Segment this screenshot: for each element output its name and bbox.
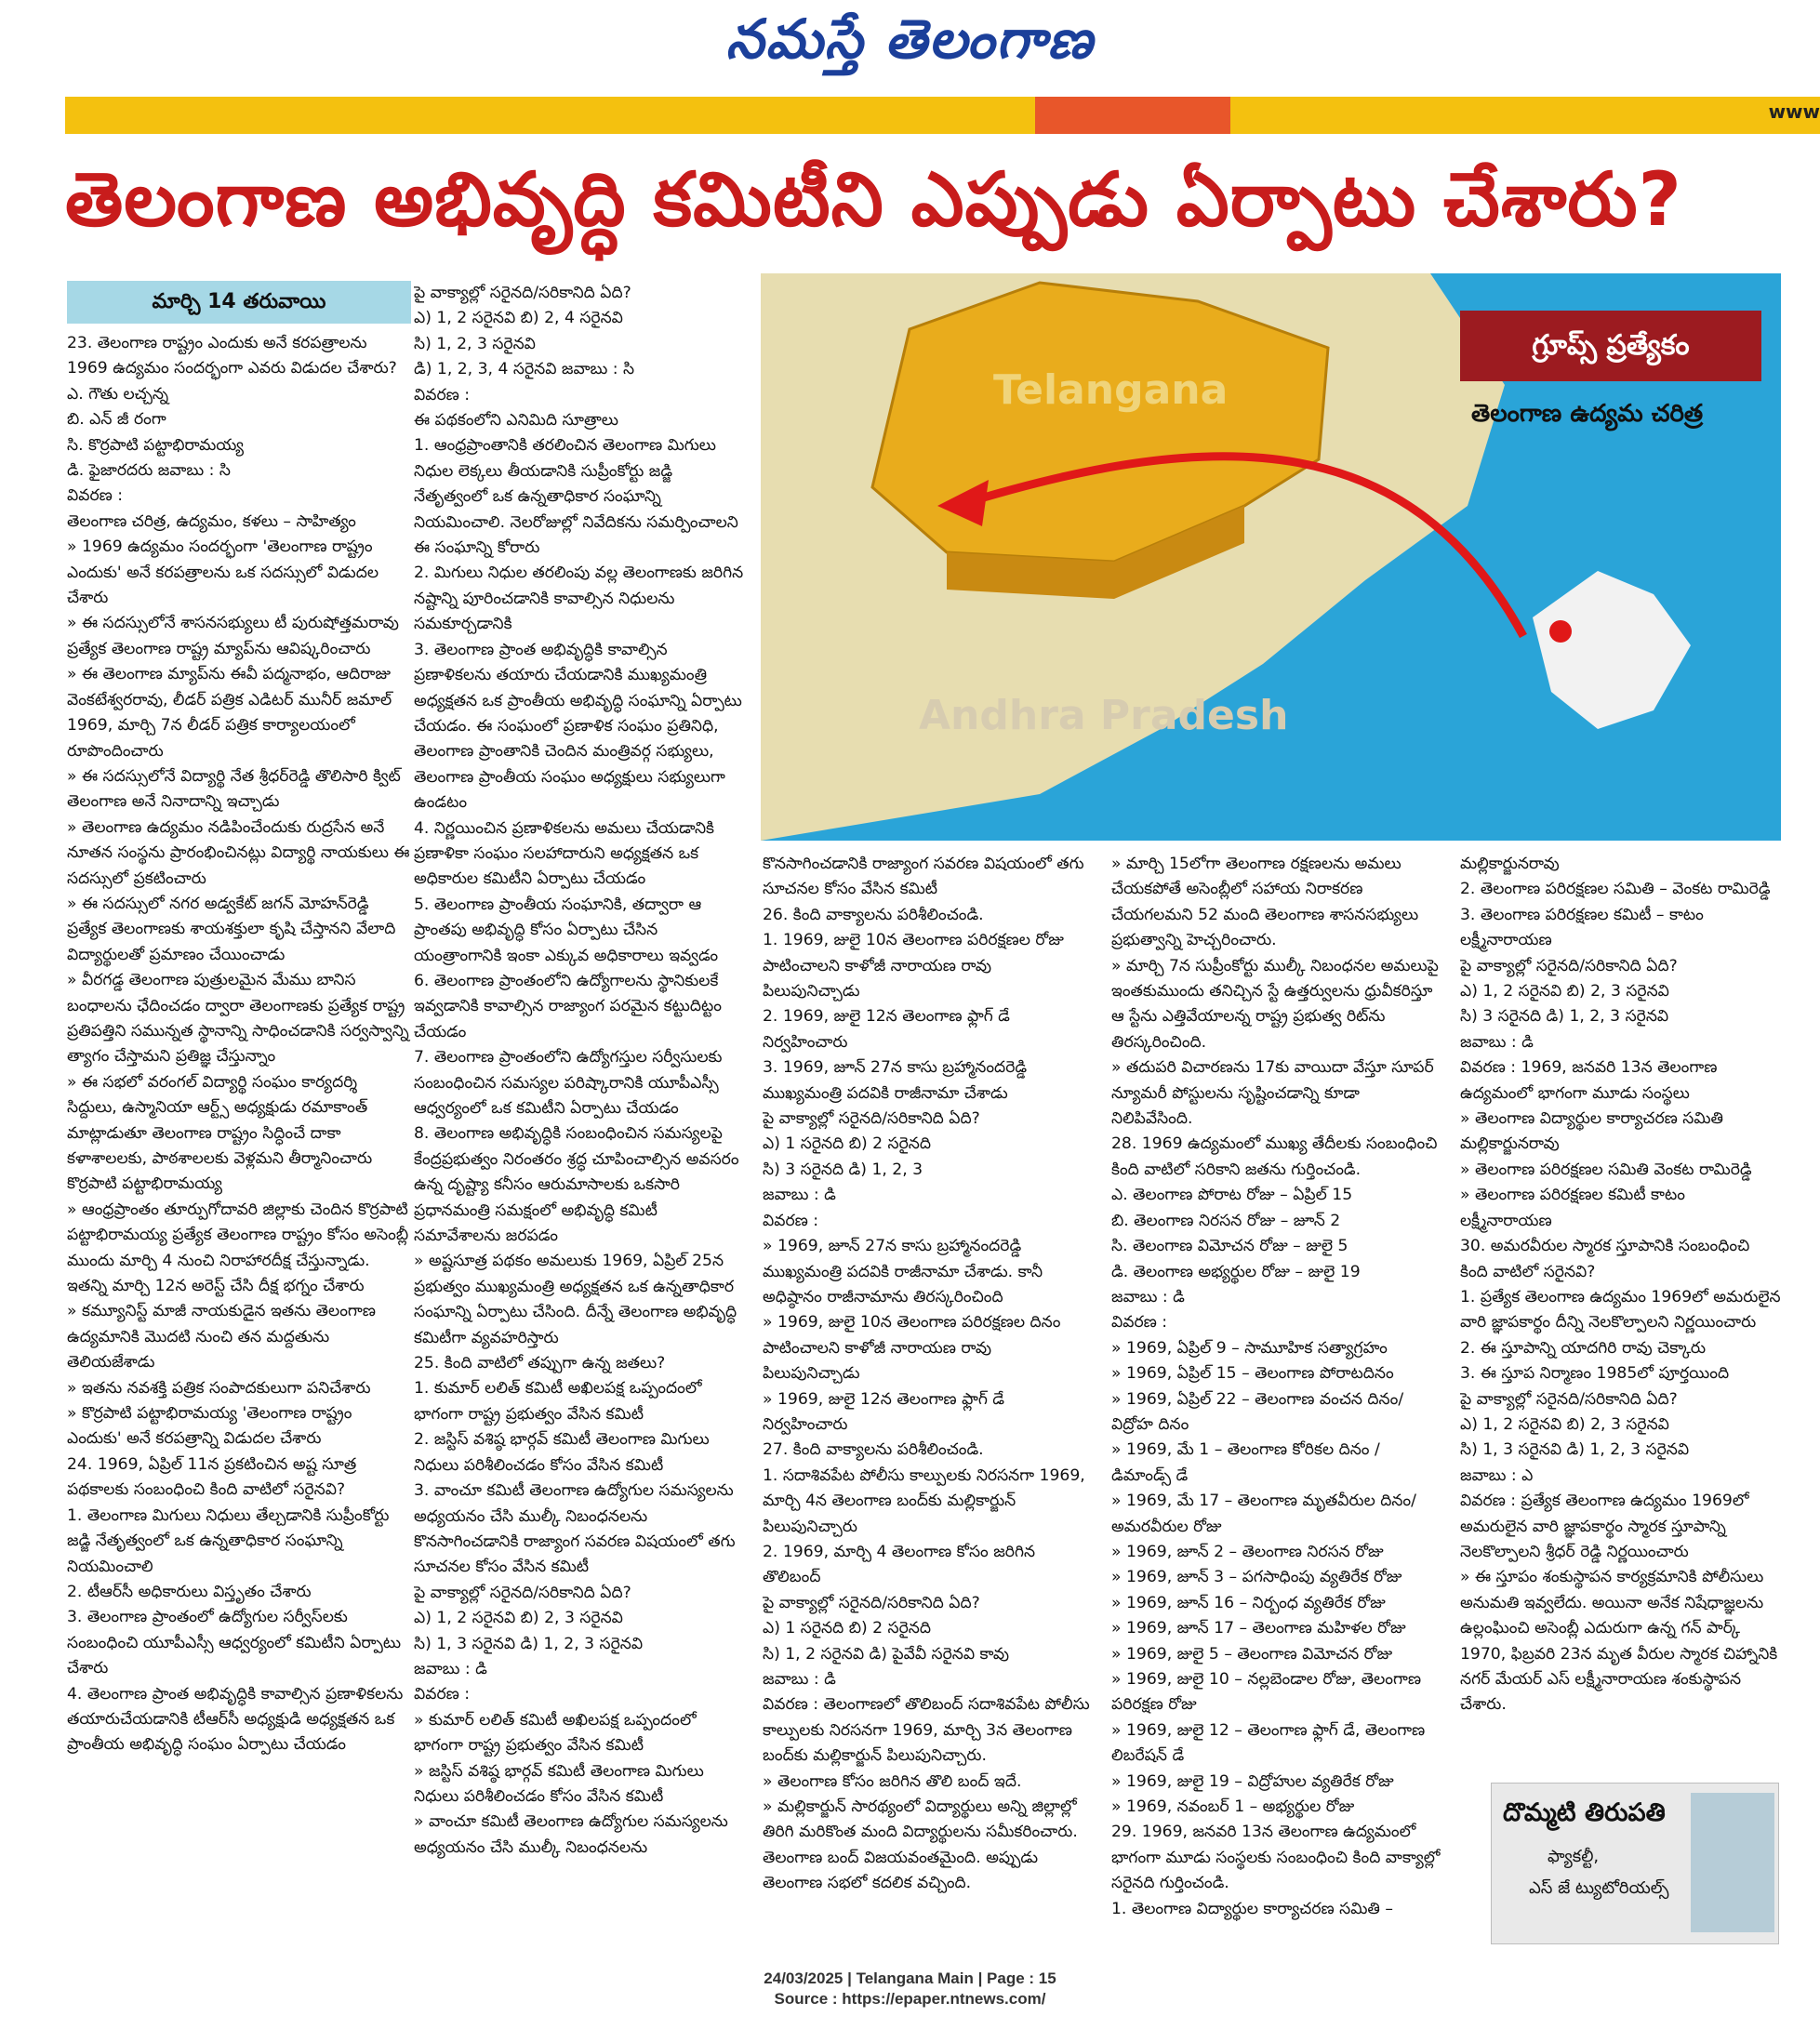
paragraph: ఎ) 1, 2 సరైనవి బి) 2, 3 సరైనవి bbox=[1460, 1414, 1669, 1434]
paragraph: » 1969, జులై 10 – నల్లబెండాల రోజు, తెలంగాణ పరిరక్షణ రోజు bbox=[1111, 1670, 1422, 1715]
paragraph: 30. అమరవీరుల స్మారక స్తూపానికి సంబంధించి కింది వాటిలో సరైనవి? bbox=[1460, 1237, 1750, 1281]
paragraph: 5. తెలంగాణ ప్రాంతీయ సంఘానికి, తద్వారా ఆ ప్రాంతపు అభివృద్ధి కోసం ఏర్పాటు చేసిన యంత్రాంగానికి ఇంకా ఎక్కువ అధికారాలు ఇవ్వడం bbox=[414, 895, 719, 965]
paragraph: వివరణ : bbox=[1111, 1313, 1168, 1333]
section-tag: మార్చి 14 తరువాయి bbox=[67, 281, 411, 324]
paragraph: 1. తెలంగాణ మిగులు నిధులు తేల్చడానికి సుప్రీంకోర్టు జడ్జి నేతృత్వంలో ఒక ఉన్నతాధికార సంఘాన్ని నియమించాలి bbox=[67, 1505, 390, 1576]
paragraph: పై వాక్యాల్లో సరైనది/సరికానిది ఏది? bbox=[1460, 1389, 1678, 1409]
paragraph: 1. కుమార్ లలిత్ కమిటీ అఖిలపక్ష ఒప్పందంలో భాగంగా రాష్ట్ర ప్రభుత్వం వేసిన కమిటీ bbox=[414, 1379, 702, 1424]
paragraph: 2. తెలంగాణ పరిరక్షణల సమితి – వెంకట రామిరెడ్డి bbox=[1460, 880, 1771, 899]
paragraph: తెలంగాణ చరిత్ర, ఉద్యమం, కళలు – సాహిత్యం bbox=[67, 511, 356, 531]
paragraph: » 1969 ఉద్యమం సందర్భంగా 'తెలంగాణ రాష్ట్రం ఎందుకు' అనే కరపత్రాలను ఒక సదస్సులో విడుదల చేశారు bbox=[67, 537, 379, 608]
paragraph: జవాబు : డి bbox=[763, 1670, 836, 1689]
paragraph: వివరణ : ప్రత్యేక తెలంగాణ ఉద్యమం 1969లో అమరులైన వారి జ్ఞాపకార్థం స్మారక స్తూపాన్ని నెలకొల్పాలని శ్రీధర్ రెడ్డి నిర్ణయించారు bbox=[1460, 1492, 1749, 1561]
paragraph: ఎ. గౌతు లచ్చన్న bbox=[67, 384, 169, 404]
paragraph: 3. ఈ స్తూప నిర్మాణం 1985లో పూర్తయింది bbox=[1460, 1364, 1730, 1384]
paragraph: సి. తెలంగాణ విమోచన రోజు – జులై 5 bbox=[1111, 1237, 1348, 1256]
paragraph: సి. కొర్రపాటి పట్టాభిరామయ్య bbox=[67, 435, 245, 455]
paragraph: 3. తెలంగాణ ప్రాంత అభివృద్ధికి కావాల్సిన ప్రణాళికలను తయారు చేయడానికి ముఖ్యమంత్రి అధ్యక్షతన ఒక ప్రాంతీయ అభివృద్ధి సంఘాన్ని ఏర్పాటు చేయడం. ఈ సంఘంలో ప్రణాళిక సంఘం ప్రతినిధి, తెలంగాణ ప్రాంతానికి చెందిన మంత్రివర్గ సభ్యులు, తెలంగాణ ప్రాంతీయ సంఘం అధ్యక్షులు సభ్యులుగా ఉండటం bbox=[414, 640, 742, 813]
paragraph: » 1969, జులై 12న తెలంగాణ ఫ్లాగ్ డే నిర్వహించారు bbox=[763, 1389, 1005, 1434]
paragraph: » 1969, జూన్ 2 – తెలంగాణ నిరసన రోజు bbox=[1111, 1542, 1384, 1561]
footer-source-link[interactable]: Source : https://epaper.ntnews.com/ bbox=[774, 1990, 1046, 2008]
paragraph: » 1969, జులై 19 – విద్రోహుల వ్యతిరేక రోజు bbox=[1111, 1771, 1394, 1791]
paragraph: బి. తెలంగాణ నిరసన రోజు – జూన్ 2 bbox=[1111, 1211, 1341, 1230]
paragraph: » 1969, ఏప్రిల్ 15 – తెలంగాణ పోరాటదినం bbox=[1111, 1364, 1394, 1384]
paragraph: పై వాక్యాల్లో సరైనది/సరికానిది ఏది? bbox=[1460, 956, 1678, 975]
paragraph: 6. తెలంగాణ ప్రాంతంలోని ఉద్యోగాలను స్థానికులకే ఇవ్వడానికి కావాల్సిన రాజ్యాంగ పరమైన కట్టుదిట్టం చేయడం bbox=[414, 971, 722, 1041]
paragraph: కొర్రపాటి పట్టాభిరామయ్య bbox=[67, 1174, 223, 1194]
paragraph: » తెలంగాణ విద్యార్థుల కార్యాచరణ సమితి మల్లికార్జునరావు bbox=[1460, 1109, 1723, 1154]
paragraph: 26. కింది వాక్యాలను పరిశీలించండి. bbox=[763, 905, 984, 924]
paragraph: 2. 1969, మార్చి 4 తెలంగాణ కోసం జరిగిన తొలిబంద్ bbox=[763, 1542, 1036, 1587]
paragraph: » కమ్యూనిస్ట్ మాజీ నాయకుడైన ఇతను తెలంగాణ ఉద్యమానికి మొదటి నుంచి తన మద్దతును తెలియజేశాడు bbox=[67, 1302, 376, 1373]
paragraph: జవాబు : డి bbox=[763, 1186, 836, 1205]
paragraph: 2. జస్టిస్ వశిష్ఠ భార్గవ్ కమిటీ తెలంగాణ మిగులు నిధులు పరిశీలించడం కోసం వేసిన కమిటీ bbox=[414, 1430, 710, 1475]
text-column-4 bbox=[1111, 852, 1441, 1949]
paragraph: సి) 1, 3 సరైనవి డి) 1, 2, 3 సరైనవి bbox=[414, 1634, 644, 1653]
paragraph: » 1969, జూన్ 27న కాసు బ్రహ్మానందరెడ్డి ముఖ్యమంత్రి పదవికి రాజీనామా చేశాడు. కానీ అధిష్ఠానం రాజీనామాను తిరస్కరించింది bbox=[763, 1237, 1043, 1306]
paragraph: పై వాక్యాల్లో సరైనది/సరికానిది ఏది? bbox=[763, 1109, 980, 1129]
top-color-bar bbox=[65, 97, 1820, 134]
paragraph: 8. తెలంగాణ అభివృద్ధికి సంబంధించిన సమస్యలపై కేంద్రప్రభుత్వం నిరంతరం శ్రద్ధ చూపించాల్సిన అవసరం ఉన్న దృష్ట్యా కనీసం ఆరుమాసాలకు ఒకసారి ప్రధానమంత్రి సమక్షంలో అభివృద్ధి కమిటీ సమావేశాలను జరపడం bbox=[414, 1124, 739, 1246]
paragraph: » తెలంగాణ పరిరక్షణల కమిటీ కాటం లక్ష్మీనారాయణ bbox=[1460, 1186, 1685, 1230]
paragraph: 1. 1969, జులై 10న తెలంగాణ పరిరక్షణల రోజు పాటించాలని కాళోజీ నారాయణ రావు పిలుపునిచ్చాడు bbox=[763, 931, 1064, 1001]
author-photo bbox=[1691, 1793, 1774, 1932]
paragraph: వివరణ : bbox=[414, 1685, 471, 1704]
paragraph: 3. 1969, జూన్ 27న కాసు బ్రహ్మానందరెడ్డి ముఖ్యమంత్రి పదవికి రాజీనామా చేశాడు bbox=[763, 1058, 1028, 1103]
paragraph: వివరణ : తెలంగాణలో తొలిబంద్ సదాశివపేట పోలీసు కాల్పులకు నిరసనగా 1969, మార్చి 3న తెలంగాణ బంద్‌కు మల్లికార్జున్ పిలుపునిచ్చారు. bbox=[763, 1695, 1090, 1766]
paragraph: » తెలంగాణ పరిరక్షణల సమితి వెంకట రామిరెడ్డి bbox=[1460, 1160, 1752, 1179]
paragraph: వివరణ : bbox=[414, 385, 471, 404]
paragraph: ఎ) 1 సరైనది బి) 2 సరైనది bbox=[763, 1619, 931, 1638]
paragraph: ఎ) 1 సరైనది బి) 2 సరైనది bbox=[763, 1134, 931, 1154]
paragraph: వివరణ : 1969, జనవరి 13న తెలంగాణ ఉద్యమంలో భాగంగా మూడు సంస్థలు bbox=[1460, 1058, 1718, 1103]
paragraph: 4. తెలంగాణ ప్రాంత అభివృద్ధికి కావాల్సిన ప్రణాళికలను తయారుచేయడానికి టీఆర్‌సీ అధ్యక్షుడి అధ్యక్షతన ఒక ప్రాంతీయ అభివృద్ధి సంఘం ఏర్పాటు చేయడం bbox=[67, 1684, 404, 1755]
author-name: దొమ్మటి తిరుపతి bbox=[1503, 1798, 1666, 1827]
paragraph: 2. 1969, జులై 12న తెలంగాణ ఫ్లాగ్ డే నిర్వహించారు bbox=[763, 1007, 1010, 1052]
paragraph: » ఈ సదస్సులోనే శాసనసభ్యులు టీ పురుషోత్తమరావు ప్రత్యేక తెలంగాణ రాష్ట్ర మ్యాప్‌ను ఆవిష్కరించారు bbox=[67, 614, 399, 658]
groups-special-banner: గ్రూప్స్ ప్రత్యేకం bbox=[1460, 311, 1761, 381]
paragraph: » కొర్రపాటి పట్టాభిరామయ్య 'తెలంగాణ రాష్ట్రం ఎందుకు' అనే కరపత్రాన్ని విడుదల చేశారు bbox=[67, 1404, 352, 1449]
paragraph: » ఈ సదస్సులోనే విద్యార్థి నేత శ్రీధర్‌రెడ్డి తొలిసారి క్విట్ తెలంగాణ అనే నినాదాన్ని ఇచ్చాడు bbox=[67, 766, 401, 812]
paragraph: డి. తెలంగాణ అభ్యర్థుల రోజు – జులై 19 bbox=[1111, 1262, 1361, 1281]
top-bar-url[interactable]: www bbox=[1768, 100, 1820, 123]
page-headline: తెలంగాణ అభివృద్ధి కమిటీని ఎప్పుడు ఏర్పాటు చేశారు? bbox=[65, 156, 1682, 243]
paragraph: సి) 1, 2, 3 సరైనవి bbox=[414, 334, 536, 353]
paragraph: 3. వాంచూ కమిటీ తెలంగాణ ఉద్యోగుల సమస్యలను అధ్యయనం చేసి ముల్కీ నిబంధనలను కొనసాగించడానికి రాజ్యాంగ సవరణ విషయంలో తగు సూచనల కోసం వేసిన కమిటీ bbox=[414, 1481, 736, 1577]
paragraph: కొనసాగించడానికి రాజ్యాంగ సవరణ విషయంలో తగు సూచనల కోసం వేసిన కమిటీ bbox=[763, 855, 1084, 899]
paragraph: 1. తెలంగాణ విద్యార్థుల కార్యాచరణ సమితి – bbox=[1111, 1899, 1393, 1918]
history-subtitle: తెలంగాణ ఉద్యమ చరిత్ర bbox=[1471, 400, 1704, 428]
paragraph: 7. తెలంగాణ ప్రాంతంలోని ఉద్యోగస్తుల సర్వీసులకు సంబంధించిన సమస్యల పరిష్కారానికి యూపీఎస్సీ ఆధ్వర్యంలో ఒక కమిటీని ఏర్పాటు చేయడం bbox=[414, 1048, 723, 1118]
paragraph: » 1969, మే 1 – తెలంగాణ కోరికల దినం / డిమాండ్స్ డే bbox=[1111, 1440, 1380, 1485]
paragraph: 3. తెలంగాణ ప్రాంతంలో ఉద్యోగుల సర్వీస్‌లకు సంబంధించి యూపీఎస్సీ ఆధ్వర్యంలో కమిటీని ఏర్పాటు చేశారు bbox=[67, 1608, 402, 1678]
paragraph: » 1969, ఏప్రిల్ 9 – సామూహిక సత్యాగ్రహం bbox=[1111, 1338, 1388, 1358]
paragraph: » తెలంగాణ కోసం జరిగిన తొలి బంద్ ఇదే. bbox=[763, 1771, 1022, 1791]
paragraph: » ఈ సభలో వరంగల్ విద్యార్థి సంఘం కార్యదర్శి సిద్దులు, ఉస్మానియా ఆర్ట్స్ అధ్యక్షుడు రమాకాంత్ మాట్లాడుతూ తెలంగాణ రాష్ట్రం సిద్ధించే దాకా కళాశాలలకు, పాఠశాలలకు వెళ్లమని తీర్మానించారు bbox=[67, 1072, 373, 1168]
paragraph: » తదుపరి విచారణను 17కు వాయిదా వేస్తూ సూపర్ న్యూమరీ పోస్టులను సృష్టించడాన్ని కూడా నిలిపివేసింది. bbox=[1111, 1058, 1434, 1129]
paragraph: » 1969, జులై 10న తెలంగాణ పరిరక్షణల దినం పాటించాలని కాళోజీ నారాయణ రావు పిలుపునిచ్చాడు bbox=[763, 1313, 1061, 1384]
paragraph: డి) 1, 2, 3, 4 సరైనవి జవాబు : సి bbox=[414, 360, 635, 379]
paragraph: ఎ) 1, 2 సరైనవి బి) 2, 4 సరైనవి bbox=[414, 309, 623, 328]
paragraph: 4. నిర్ణయించిన ప్రణాళికలను అమలు చేయడానికి ప్రణాళికా సంఘం సలహాదారుని అధ్యక్షతన ఒక అధికారుల కమిటీని ఏర్పాటు చేయడం bbox=[414, 818, 715, 889]
text-column-2 bbox=[414, 281, 747, 1945]
paragraph: 23. తెలంగాణ రాష్ట్రం ఎందుకు అనే కరపత్రాలను 1969 ఉద్యమం సందర్భంగా ఎవరు విడుదల చేశారు? bbox=[67, 334, 397, 378]
map-telangana-marker bbox=[1549, 620, 1572, 643]
paragraph: ఎ) 1, 2 సరైనవి బి) 2, 3 సరైనవి bbox=[1460, 982, 1669, 1001]
map-label-telangana: Telangana bbox=[993, 366, 1229, 414]
paragraph: 29. 1969, జనవరి 13న తెలంగాణ ఉద్యమంలో భాగంగా మూడు సంస్థలకు సంబంధించి కింది వాక్యాల్లో సరైనది గుర్తించండి. bbox=[1111, 1823, 1441, 1893]
paragraph: 1. సదాశివపేట పోలీసు కాల్పులకు నిరసనగా 1969, మార్చి 4న తెలంగాణ బంద్‌కు మల్లికార్జున్ పిలుపునిచ్చారు bbox=[763, 1465, 1085, 1536]
paragraph: సి) 3 సరైనది డి) 1, 2, 3 సరైనవి bbox=[1460, 1007, 1669, 1027]
paragraph: » 1969, జులై 5 – తెలంగాణ విమోచన రోజు bbox=[1111, 1644, 1393, 1664]
paragraph: » మార్చి 15లోగా తెలంగాణ రక్షణలను అమలు చేయకపోతే అసెంబ్లీలో సహాయ నిరాకరణ చేయగలమని 52 మంది తెలంగాణ శాసనసభ్యులు ప్రభుత్వాన్ని హెచ్చరించారు. bbox=[1111, 855, 1419, 950]
footer-page-info: 24/03/2025 | Telangana Main | Page : 15 bbox=[764, 1969, 1056, 1987]
top-bar-accent bbox=[1035, 97, 1230, 134]
paragraph: » జస్టిస్ వశిష్ఠ భార్గవ్ కమిటీ తెలంగాణ మిగులు నిధులు పరిశీలించడం కోసం వేసిన కమిటీ bbox=[414, 1761, 704, 1806]
text-column-1 bbox=[67, 331, 411, 1949]
paragraph: డి. ఫైజారదరు జవాబు : సి bbox=[67, 461, 231, 481]
paragraph: » ఈ తెలంగాణ మ్యాప్‌ను ఈవీ పద్మనాభం, ఆదిరాజు వెంకటేశ్వరరావు, లీడర్ పత్రిక ఎడిటర్ మునీర్ జమాల్ 1969, మార్చి 7న లీడర్ పత్రిక కార్యాలయంలో రూపొందించారు bbox=[67, 665, 392, 761]
paragraph: » 1969, నవంబర్ 1 – అభ్యర్థుల రోజు bbox=[1111, 1797, 1355, 1817]
paragraph: 27. కింది వాక్యాలను పరిశీలించండి. bbox=[763, 1440, 984, 1460]
paragraph: జవాబు : డి bbox=[1111, 1287, 1185, 1306]
paragraph: » మార్చి 7న సుప్రీంకోర్టు ముల్కీ నిబంధనల అమలుపై ఇంతకుముందు తనిచ్చిన స్టే ఉత్తర్వులను ధ్రువీకరిస్తూ ఆ స్టేను ఎత్తివేయాలన్న రాష్ట్ర ప్రభుత్వ రిట్‌ను తిరస్కరించింది. bbox=[1111, 956, 1439, 1052]
paragraph: » ఆంధ్రప్రాంతం తూర్పుగోదావరి జిల్లాకు చెందిన కొర్రపాటి పట్టాభిరామయ్య ప్రత్యేక తెలంగాణ రాష్ట్రం కోసం అసెంబ్లీ ముందు మార్చి 4 నుంచి నిరాహారదీక్ష చేస్తున్నాడు. ఇతన్ని మార్చి 12న అరెస్ట్ చేసి దీక్ష భగ్నం చేశారు bbox=[67, 1200, 409, 1296]
paragraph: » ఈ స్తూపం శంకుస్థాపన కార్యక్రమానికి పోలీసులు అనుమతి ఇవ్వలేదు. అయినా అనేక నిషేధాజ్ఞలను ఉల్లంఘించి అసెంబ్లీ ఎదురుగా ఉన్న గన్ పార్క్ 1970, ఫిబ్రవరి 23న మృత వీరుల స్మారక చిహ్నానికి నగర్ మేయర్ ఎస్ లక్ష్మీనారాయణ శంకుస్థాపన చేశారు. bbox=[1460, 1568, 1778, 1715]
text-column-3 bbox=[763, 852, 1093, 1949]
paragraph: 1. ఆంధ్రప్రాంతానికి తరలించిన తెలంగాణ మిగులు నిధుల లెక్కలు తీయడానికి సుప్రీంకోర్టు జడ్జి నేతృత్వంలో ఒక ఉన్నతాధికార సంఘాన్ని నియమించాలి. నెలరోజుల్లో నివేదికను సమర్పించాలని ఈ సంఘాన్ని కోరారు bbox=[414, 436, 738, 558]
paragraph: సి) 1, 2 సరైనవి డి) పైవేవీ సరైనవి కావు bbox=[763, 1644, 1010, 1664]
paragraph: » 1969, ఏప్రిల్ 22 – తెలంగాణ వంచన దినం/ విద్రోహ దినం bbox=[1111, 1389, 1404, 1434]
paragraph: » 1969, జూన్ 17 – తెలంగాణ మహిళల రోజు bbox=[1111, 1619, 1406, 1638]
author-role: ఫ్యాకల్టీ, bbox=[1548, 1847, 1600, 1866]
paragraph: ఎ. తెలంగాణ పోరాట రోజు – ఏప్రిల్ 15 bbox=[1111, 1186, 1353, 1205]
map-label-andhra: Andhra Pradesh bbox=[919, 692, 1289, 739]
paragraph: 25. కింది వాటిలో తప్పుగా ఉన్న జతలు? bbox=[414, 1354, 666, 1373]
masthead-logo: నమస్తే తెలంగాణ bbox=[725, 7, 1095, 71]
paragraph: సి) 1, 3 సరైనవి డి) 1, 2, 3 సరైనవి bbox=[1460, 1440, 1690, 1460]
paragraph: జవాబు : ఎ bbox=[1460, 1465, 1534, 1485]
paragraph: 2. టీఆర్‌సీ అధికారులు విస్తృతం చేశారు bbox=[67, 1582, 312, 1601]
paragraph: » మల్లికార్జున్ సారథ్యంలో విద్యార్థులు అన్ని జిల్లాల్లో తిరిగి మరికొంత మంది విద్యార్థులను సమీకరించారు. తెలంగాణ బంద్ విజయవంతమైంది. అప్పుడు తెలంగాణ సభలో కదలిక వచ్చింది. bbox=[763, 1797, 1078, 1893]
paragraph: జవాబు : డి bbox=[414, 1659, 487, 1678]
paragraph: » 1969, మే 17 – తెలంగాణ మృతవీరుల దినం/ అమరవీరుల రోజు bbox=[1111, 1492, 1416, 1536]
paragraph: సి) 3 సరైనది డి) 1, 2, 3 bbox=[763, 1160, 923, 1179]
paragraph: » కుమార్ లలిత్ కమిటీ అఖిలపక్ష ఒప్పందంలో భాగంగా రాష్ట్ర ప్రభుత్వం వేసిన కమిటీ bbox=[414, 1710, 697, 1756]
paragraph: » వాంచూ కమిటీ తెలంగాణ ఉద్యోగుల సమస్యలను అధ్యయనం చేసి ముల్కీ నిబంధనలను bbox=[414, 1812, 728, 1857]
paragraph: 1. ప్రత్యేక తెలంగాణ ఉద్యమం 1969లో అమరులైన వారి జ్ఞాపకార్థం దీన్ని నెలకొల్పాలని నిర్ణయించారు bbox=[1460, 1287, 1781, 1333]
paragraph: » అష్టసూత్ర పథకం అమలుకు 1969, ఏప్రిల్ 25న ప్రభుత్వం ముఖ్యమంత్రి అధ్యక్షతన ఒక ఉన్నతాధికార సంఘాన్ని ఏర్పాటు చేసింది. దీన్నే తెలంగాణ అభివృద్ధి కమిటీగా వ్యవహరిస్తారు bbox=[414, 1252, 737, 1347]
paragraph: జవాబు : డి bbox=[1460, 1032, 1534, 1052]
paragraph: » 1969, జులై 12 – తెలంగాణ ఫ్లాగ్ డే, తెలంగాణ లిబరేషన్ డే bbox=[1111, 1720, 1426, 1766]
paragraph: » తెలంగాణ ఉద్యమం నడిపించేందుకు రుద్రసేన అనే నూతన సంస్థను ప్రారంభించినట్లు విద్యార్థి నాయకులు ఈ సదస్సులో ప్రకటించారు bbox=[67, 817, 410, 888]
paragraph: » 1969, జూన్ 16 – నిర్బంధ వ్యతిరేక రోజు bbox=[1111, 1593, 1386, 1612]
paragraph: » 1969, జూన్ 3 – పగసాధింపు వ్యతిరేక రోజు bbox=[1111, 1568, 1402, 1587]
paragraph: వివరణ : bbox=[67, 486, 124, 506]
paragraph: ఎ) 1, 2 సరైనవి బి) 2, 3 సరైనవి bbox=[414, 1609, 623, 1628]
paragraph: 3. తెలంగాణ పరిరక్షణల కమిటీ – కాటం లక్ష్మీనారాయణ bbox=[1460, 905, 1704, 950]
paragraph: 24. 1969, ఏప్రిల్ 11న ప్రకటించిన అష్ట సూత్ర పథకాలకు సంబంధించి కింది వాటిలో సరైనవి? bbox=[67, 1454, 357, 1500]
author-box bbox=[1491, 1783, 1779, 1944]
paragraph: పై వాక్యాల్లో సరైనది/సరికానిది ఏది? bbox=[414, 284, 631, 302]
paragraph: బి. ఎన్ జీ రంగా bbox=[67, 410, 166, 430]
paragraph: పై వాక్యాల్లో సరైనది/సరికానిది ఏది? bbox=[763, 1593, 980, 1612]
paragraph: మల్లికార్జునరావు bbox=[1460, 855, 1560, 873]
paragraph: » వీరగడ్డ తెలంగాణ పుత్రులమైన మేము బానిస బంధాలను ఛేదించడం ద్వారా తెలంగాణకు ప్రత్యేక రాష్ట్ర ప్రతిపత్తిని సమున్నత స్థానాన్ని సాధించడానికి సర్వస్వాన్ని త్యాగం చేస్తామని ప్రతిజ్ఞ చేస్తున్నాం bbox=[67, 971, 409, 1067]
text-column-5 bbox=[1460, 852, 1781, 1772]
paragraph: 2. మిగులు నిధుల తరలింపు వల్ల తెలంగాణకు జరిగిన నష్టాన్ని పూరించడానికి కావాల్సిన నిధులను సమకూర్చడానికి bbox=[414, 564, 744, 634]
author-institute: ఎస్ జే ట్యుటోరియల్స్ bbox=[1529, 1878, 1669, 1898]
paragraph: వివరణ : bbox=[763, 1211, 819, 1230]
paragraph: 28. 1969 ఉద్యమంలో ముఖ్య తేదీలకు సంబంధించి కింది వాటిలో సరికాని జతను గుర్తించండి. bbox=[1111, 1134, 1438, 1179]
paragraph: » ఇతను నవశక్తి పత్రిక సంపాదకులుగా పనిచేశారు bbox=[67, 1378, 371, 1398]
paragraph: » ఈ సదస్సులో నగర అడ్వకేట్ జగన్ మోహన్‌రెడ్డి ప్రత్యేక తెలంగాణకు శాయశక్తులా కృషి చేస్తానని వేలాది విద్యార్థులతో ప్రమాణం చేయించాడు bbox=[67, 894, 396, 964]
paragraph: ఈ పథకంలోని ఎనిమిది సూత్రాలు bbox=[414, 411, 618, 431]
paragraph: 2. ఈ స్తూపాన్ని యాదగిరి రావు చెక్కారు bbox=[1460, 1338, 1707, 1358]
paragraph: పై వాక్యాల్లో సరైనది/సరికానిది ఏది? bbox=[414, 1583, 631, 1602]
